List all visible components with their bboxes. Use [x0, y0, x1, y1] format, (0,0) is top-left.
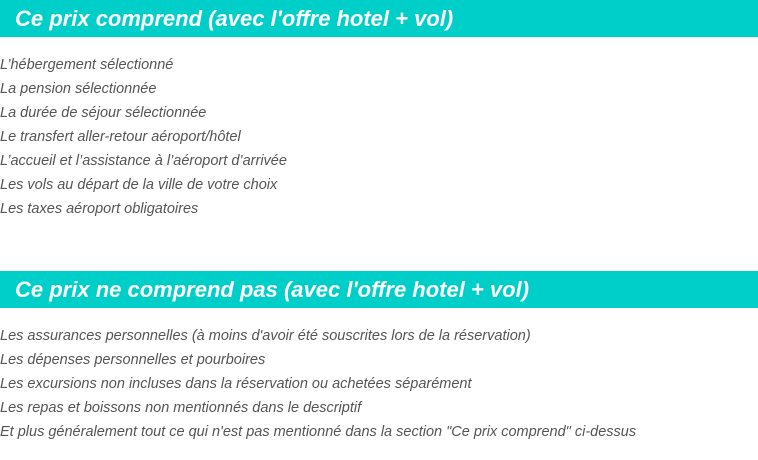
included-item-flights: Les vols au départ de la ville de votre choix [0, 177, 278, 193]
excluded-item-personal-expenses: Les dépenses personnelles et pourboires [0, 352, 266, 368]
excluded-section-title: Ce prix ne comprend pas (avec l'offre hotel + vol) [0, 271, 758, 308]
included-item-transfer: Le transfert aller-retour aéroport/hôtel [0, 129, 241, 145]
excluded-item-excursions: Les excursions non incluses dans la réservation ou achetées séparément [0, 376, 472, 392]
included-section-title: Ce prix comprend (avec l'offre hotel + vol) [0, 0, 758, 37]
excluded-item-other: Et plus généralement tout ce qui n'est pas mentionné dans la section "Ce prix comprend" ci-dessus [0, 424, 637, 440]
included-item-welcome: L’accueil et l’assistance à l’aéroport d’arrivée [0, 153, 287, 169]
included-list [0, 53, 287, 221]
excluded-item-meals: Les repas et boissons non mentionnés dans le descriptif [0, 400, 362, 416]
included-item-duration: La durée de séjour sélectionnée [0, 105, 207, 121]
included-item-board: La pension sélectionnée [0, 81, 157, 97]
excluded-item-insurance: Les assurances personnelles (à moins d'avoir été souscrites lors de la réservation) [0, 328, 531, 344]
included-item-airport-taxes: Les taxes aéroport obligatoires [0, 201, 199, 217]
included-item-accommodation: L’hébergement sélectionné [0, 57, 174, 73]
excluded-list [0, 324, 636, 444]
